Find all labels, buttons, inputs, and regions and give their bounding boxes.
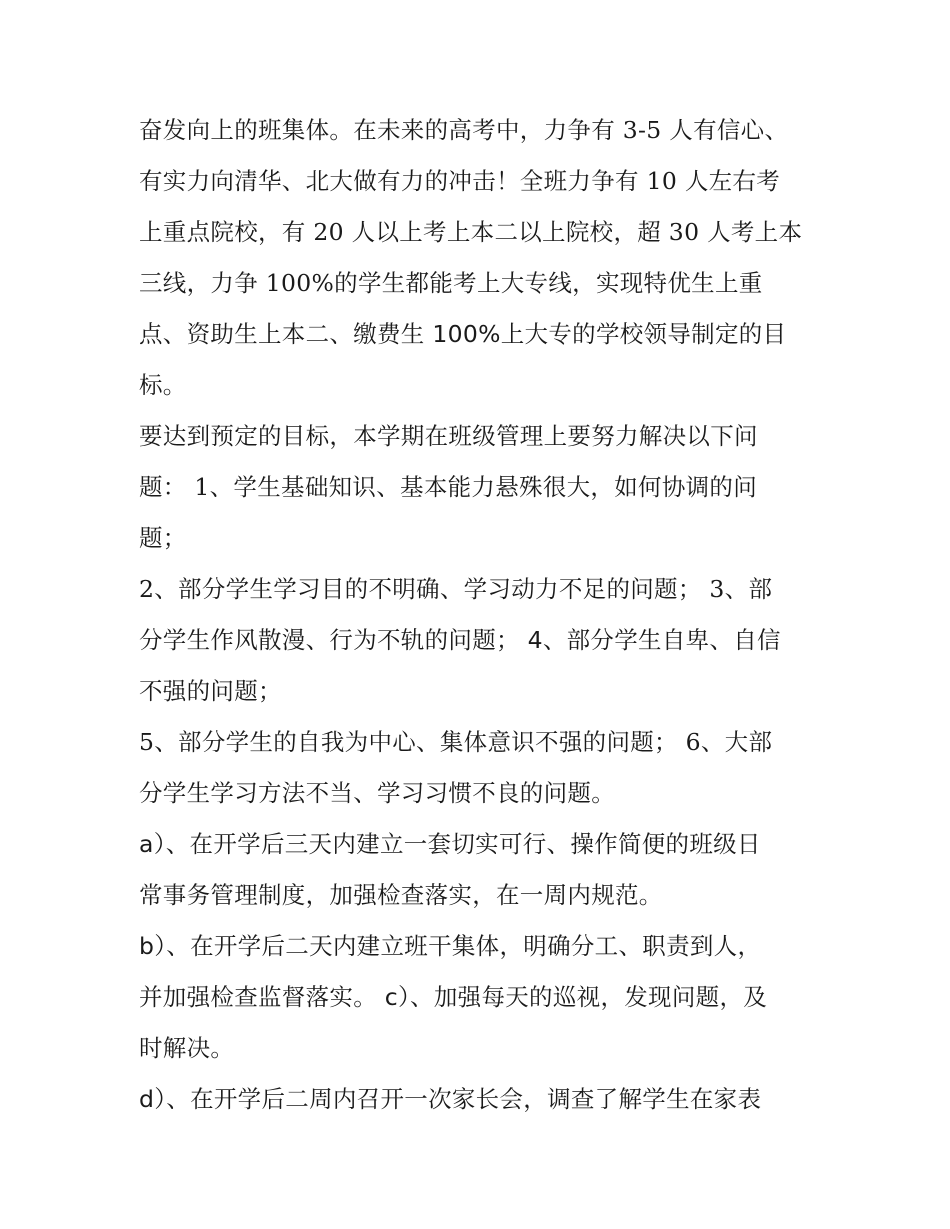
text-line: 分学生作风散漫、行为不轨的问题； 4、部分学生自卑、自信 [139,626,781,654]
text-line: 常事务管理制度，加强检查落实，在一周内规范。 [139,881,663,909]
text-line: a）、在开学后三天内建立一套切实可行、操作简便的班级日 [139,830,761,858]
text-line: 题； [139,524,187,552]
text-line: 题： 1、学生基础知识、基本能力悬殊很大，如何协调的问 [139,473,758,501]
text-line: 2、部分学生学习目的不明确、学习动力不足的问题； 3、部 [139,575,773,603]
text-line: 5、部分学生的自我为中心、集体意识不强的问题； 6、大部 [139,728,773,756]
text-line: 时解决。 [139,1034,235,1062]
text-line: 分学生学习方法不当、学习习惯不良的问题。 [139,779,615,807]
text-line: 上重点院校，有 20 人以上考上本二以上院校，超 30 人考上本 [139,218,803,246]
text-line: 标。 [139,371,187,399]
text-line: 奋发向上的班集体。在未来的高考中，力争有 3-5 人有信心、 [139,116,789,144]
text-line: 有实力向清华、北大做有力的冲击！全班力争有 10 人左右考 [139,167,781,195]
text-line: 并加强检查监督落实。 c）、加强每天的巡视，发现问题，及 [139,983,768,1011]
text-line: 点、资助生上本二、缴费生 100%上大专的学校领导制定的目 [139,320,787,348]
text-line: 三线，力争 100%的学生都能考上大专线，实现特优生上重 [139,269,763,297]
text-line: 要达到预定的目标，本学期在班级管理上要努力解决以下问 [139,422,758,450]
text-line: d）、在开学后二周内召开一次家长会，调查了解学生在家表 [139,1085,762,1113]
text-line: 不强的问题； [139,677,282,705]
text-line: b）、在开学后二天内建立班干集体，明确分工、职责到人， [139,932,762,960]
